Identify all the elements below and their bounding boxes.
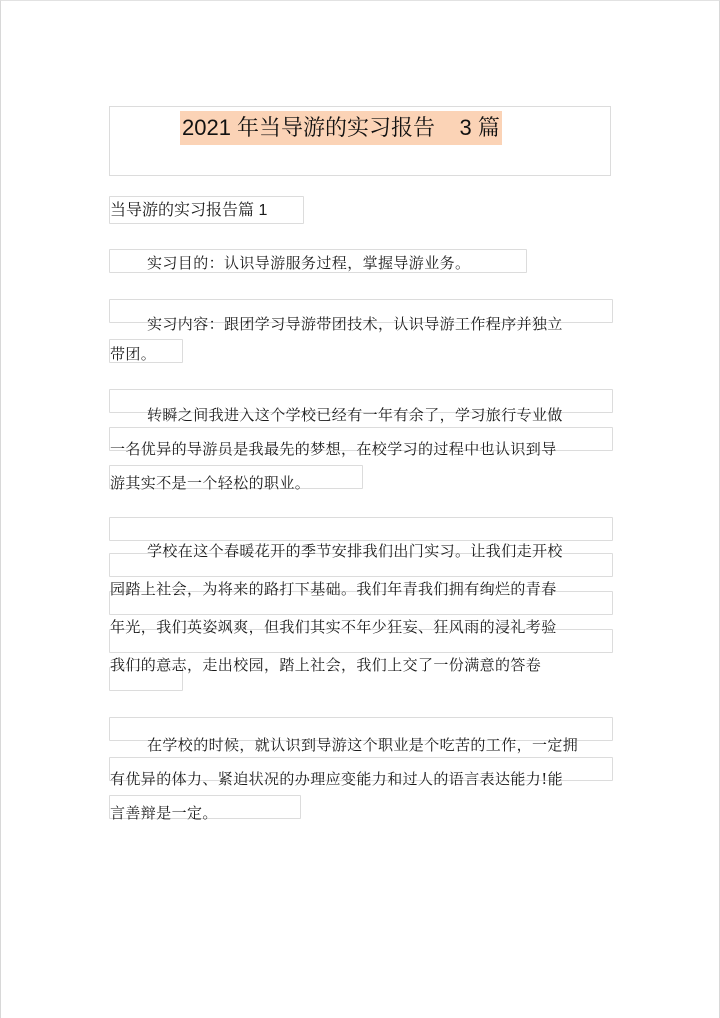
paragraph-line: 学校在这个春暖花开的季节安排我们出门实习。让我们走开校: [147, 542, 563, 560]
paragraph-line: 实习内容：跟团学习导游带团技术，认识导游工作程序并独立: [147, 315, 563, 333]
paragraph-line: 有优异的体力、紧迫状况的办理应变能力和过人的语言表达能力!能: [110, 770, 564, 788]
paragraph-body-2: [110, 532, 602, 684]
section-heading: 当导游的实习报告篇 1: [110, 202, 268, 219]
paragraph-line: 实习目的：认识导游服务过程，掌握导游业务。: [147, 254, 471, 272]
paragraph-body-3: [110, 728, 602, 830]
document-title: 2021 年当导游的实习报告 3 篇: [180, 111, 502, 145]
paragraph-line: 游其实不是一个轻松的职业。: [110, 474, 311, 492]
paragraph-content: [110, 309, 602, 369]
paragraph-line: 带团。: [110, 345, 157, 363]
paragraph-line: 一名优异的导游员是我最先的梦想，在校学习的过程中也认识到导: [110, 440, 557, 458]
paragraph-line: 转瞬之间我进入这个学校已经有一年有余了，学习旅行专业做: [147, 406, 563, 424]
paragraph-body-1: [110, 398, 602, 500]
paragraph-purpose: [110, 250, 602, 276]
paragraph-line: 在学校的时候，就认识到导游这个职业是个吃苦的工作，一定拥: [147, 736, 579, 754]
paragraph-line: 言善辩是一定。: [110, 804, 218, 822]
paragraph-line: 园踏上社会，为将来的路打下基础。我们年青我们拥有绚烂的青春: [110, 580, 557, 598]
paragraph-line: 年光，我们英姿飒爽，但我们其实不年少狂妄、狂风雨的浸礼考验: [110, 618, 557, 636]
paragraph-line: 我们的意志，走出校园，踏上社会，我们上交了一份满意的答卷: [110, 656, 542, 674]
